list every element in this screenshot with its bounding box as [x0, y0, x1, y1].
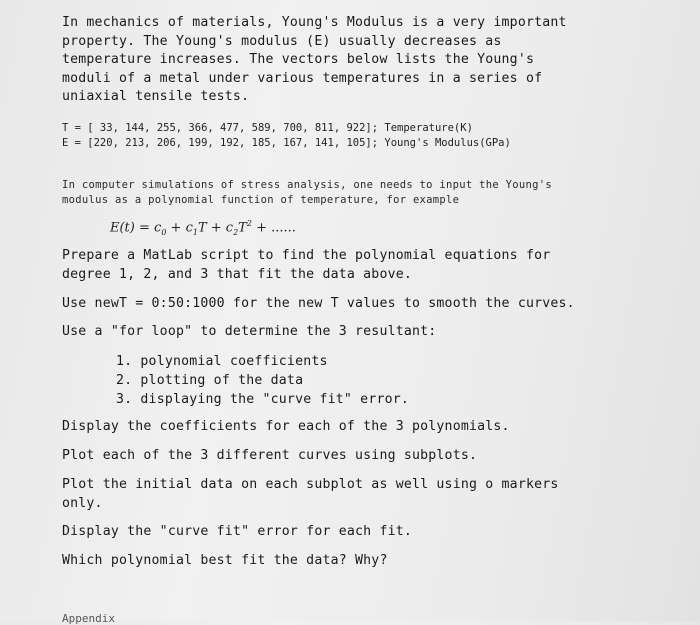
list-item: 1. polynomial coefficients	[116, 354, 328, 369]
plot-initial-instruction	[62, 476, 559, 513]
simulation-paragraph	[62, 178, 552, 208]
display-coefficients-instruction: Display the coefficients for each of the 3 polynomials.	[62, 419, 510, 434]
temperature-vector: T = [ 33, 144, 255, 366, 477, 589, 700, 811, 922]; Temperature(K)	[62, 122, 473, 134]
cutoff-text: Appendix	[62, 612, 115, 625]
prepare-line: Prepare a MatLab script to find the polynomial equations for	[62, 248, 551, 263]
which-polynomial-question: Which polynomial best fit the data? Why?	[62, 553, 388, 568]
intro-line: temperature increases. The vectors below lists the Young's	[62, 52, 535, 67]
intro-line: uniaxial tensile tests.	[62, 89, 250, 104]
modulus-vector: E = [220, 213, 206, 199, 192, 185, 167, 141, 105]; Young's Modulus(GPa)	[62, 137, 511, 149]
intro-line: moduli of a metal under various temperatures in a series of	[62, 70, 543, 86]
use-loop-instruction: Use a "for loop" to determine the 3 resultant:	[62, 324, 437, 339]
simulation-line: modulus as a polynomial function of temperature, for example	[62, 194, 460, 206]
plot-each-instruction: Plot each of the 3 different curves using subplots.	[62, 448, 478, 463]
plot-initial-line: Plot the initial data on each subplot as well using o markers	[62, 477, 559, 492]
prepare-line: degree 1, 2, and 3 that fit the data above.	[62, 266, 413, 282]
list-item: 3. displaying the "curve fit" error.	[116, 392, 410, 407]
resultant-list	[116, 352, 409, 409]
intro-line: property. The Young's modulus (E) usually decreases as	[62, 33, 502, 49]
polynomial-equation: $E(t) = c_0 + c_1T + c_2T^2$ + ......	[110, 219, 296, 237]
intro-line: In mechanics of materials, Young's Modulus is a very important	[62, 15, 567, 30]
use-newt-instruction: Use newT = 0:50:1000 for the new T values to smooth the curves.	[62, 296, 575, 311]
intro-paragraph	[62, 14, 567, 107]
simulation-line: In computer simulations of stress analysis, one needs to input the Young's	[62, 179, 552, 191]
plot-initial-line: only.	[62, 495, 103, 511]
prepare-paragraph	[62, 247, 550, 284]
display-error-instruction: Display the "curve fit" error for each fit.	[62, 524, 413, 539]
list-item: 2. plotting of the data	[116, 373, 304, 388]
